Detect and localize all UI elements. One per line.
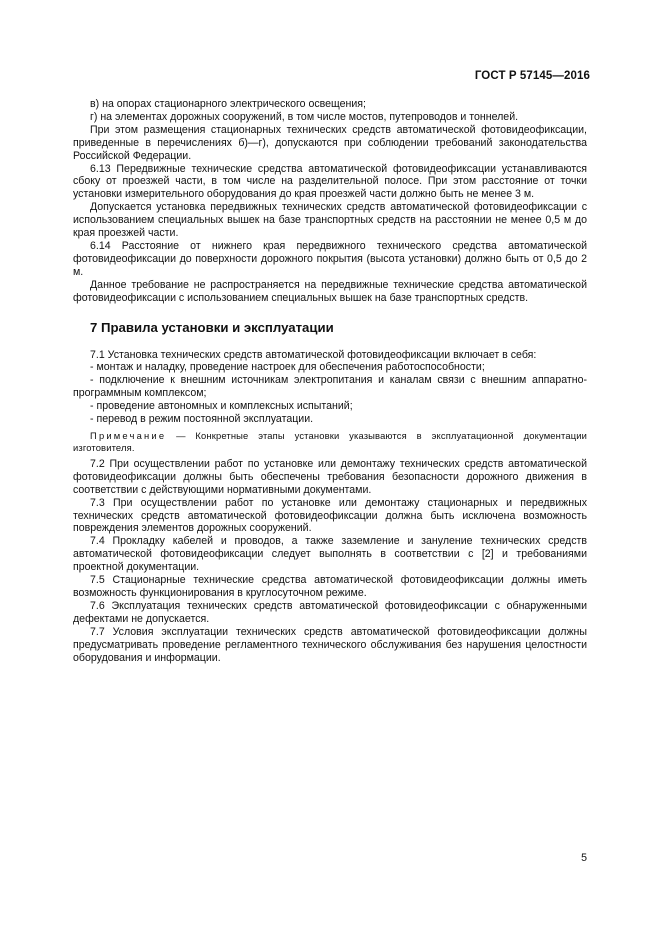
list-item-g: г) на элементах дорожных сооружений, в том числе мостов, путепроводов и тоннелей. [90, 110, 519, 123]
paragraph-7-7: 7.7 Условия эксплуатации технических средств автоматической фотовидеофиксации должны предусматривать проведение регламентного технического обслуживания без нарушения целостности оборудования и информации. [73, 625, 587, 664]
paragraph-placement-note: При этом размещения стационарных технических средств автоматической фотовидеофиксации, приведенные в перечислениях б)—г), допускаются при соблюдении требований законодательства Российской Федерации. [73, 123, 587, 162]
note [73, 430, 587, 454]
list-item-connection: - подключение к внешним источникам электропитания и каналам связи с внешним аппаратно-программным комплексом; [73, 374, 587, 400]
paragraph-6-13: 6.13 Передвижные технические средства автоматической фотовидеофиксации устанавливаются сбоку от проезжей части, в том числе на разделительной полосе. При этом расстояние от точки установки измерительного оборудования до края проезжей части должно быть не менее 3 м. [73, 162, 587, 201]
paragraph-6-13-addendum: Допускается установка передвижных технических средств автоматической фотовидеофиксации с использованием специальных вышек на базе транспортных средств на расстоянии не менее 0,5 м до края проезжей части. [73, 201, 587, 240]
list-item-testing: - проведение автономных и комплексных испытаний; [90, 400, 353, 413]
list-item-v: в) на опорах стационарного электрического освещения; [90, 98, 366, 110]
paragraph-7-3: 7.3 При осуществлении работ по установке или демонтажу стационарных и передвижных технических средств автоматической фотовидеофиксации должна быть исключена возможность повреждения элементов дорожных сооружений. [73, 496, 587, 535]
list-item-operation: - перевод в режим постоянной эксплуатации. [90, 413, 314, 426]
paragraph-7-1: 7.1 Установка технических средств автоматической фотовидеофиксации включает в себя: [90, 348, 537, 361]
paragraph-7-2: 7.2 При осуществлении работ по установке или демонтажу технических средств автоматической фотовидеофиксации должны быть обеспечены требования безопасности дорожного движения в соответствии с действующими нормативными документами. [73, 457, 587, 496]
document-header: ГОСТ Р 57145—2016 [474, 70, 590, 82]
paragraph-7-6: 7.6 Эксплуатация технических средств автоматической фотовидеофиксации с обнаруженными дефектами не допускается. [73, 599, 587, 625]
page-number: 5 [581, 852, 587, 864]
paragraph-6-14-addendum: Данное требование не распространяется на передвижные технические средства автоматической фотовидеофиксации с использованием специальных вышек на базе транспортных средств. [73, 278, 587, 304]
list-item-setup: - монтаж и наладку, проведение настроек для обеспечения работоспособности; [90, 361, 485, 374]
paragraph-6-14: 6.14 Расстояние от нижнего края передвижного технического средства автоматической фотовидеофиксации до поверхности дорожного покрытия (высота установки) должно быть от 0,5 до 2 м. [73, 239, 587, 278]
paragraph-7-4: 7.4 Прокладку кабелей и проводов, а также заземление и зануление технических средств автоматической фотовидеофиксации следует выполнять в соответствии с [2] и требованиями проектной документации. [73, 535, 587, 574]
paragraph-7-5: 7.5 Стационарные технические средства автоматической фотовидеофиксации должны иметь возможность функционирования в круглосуточном режиме. [73, 574, 587, 599]
section-7-title: 7 Правила установки и эксплуатации [90, 319, 334, 335]
page-body [73, 98, 587, 664]
note-label: Примечание [90, 429, 167, 441]
note-text: — Конкретные этапы установки указываются в эксплуатационной документации изготовителя. [73, 429, 587, 453]
